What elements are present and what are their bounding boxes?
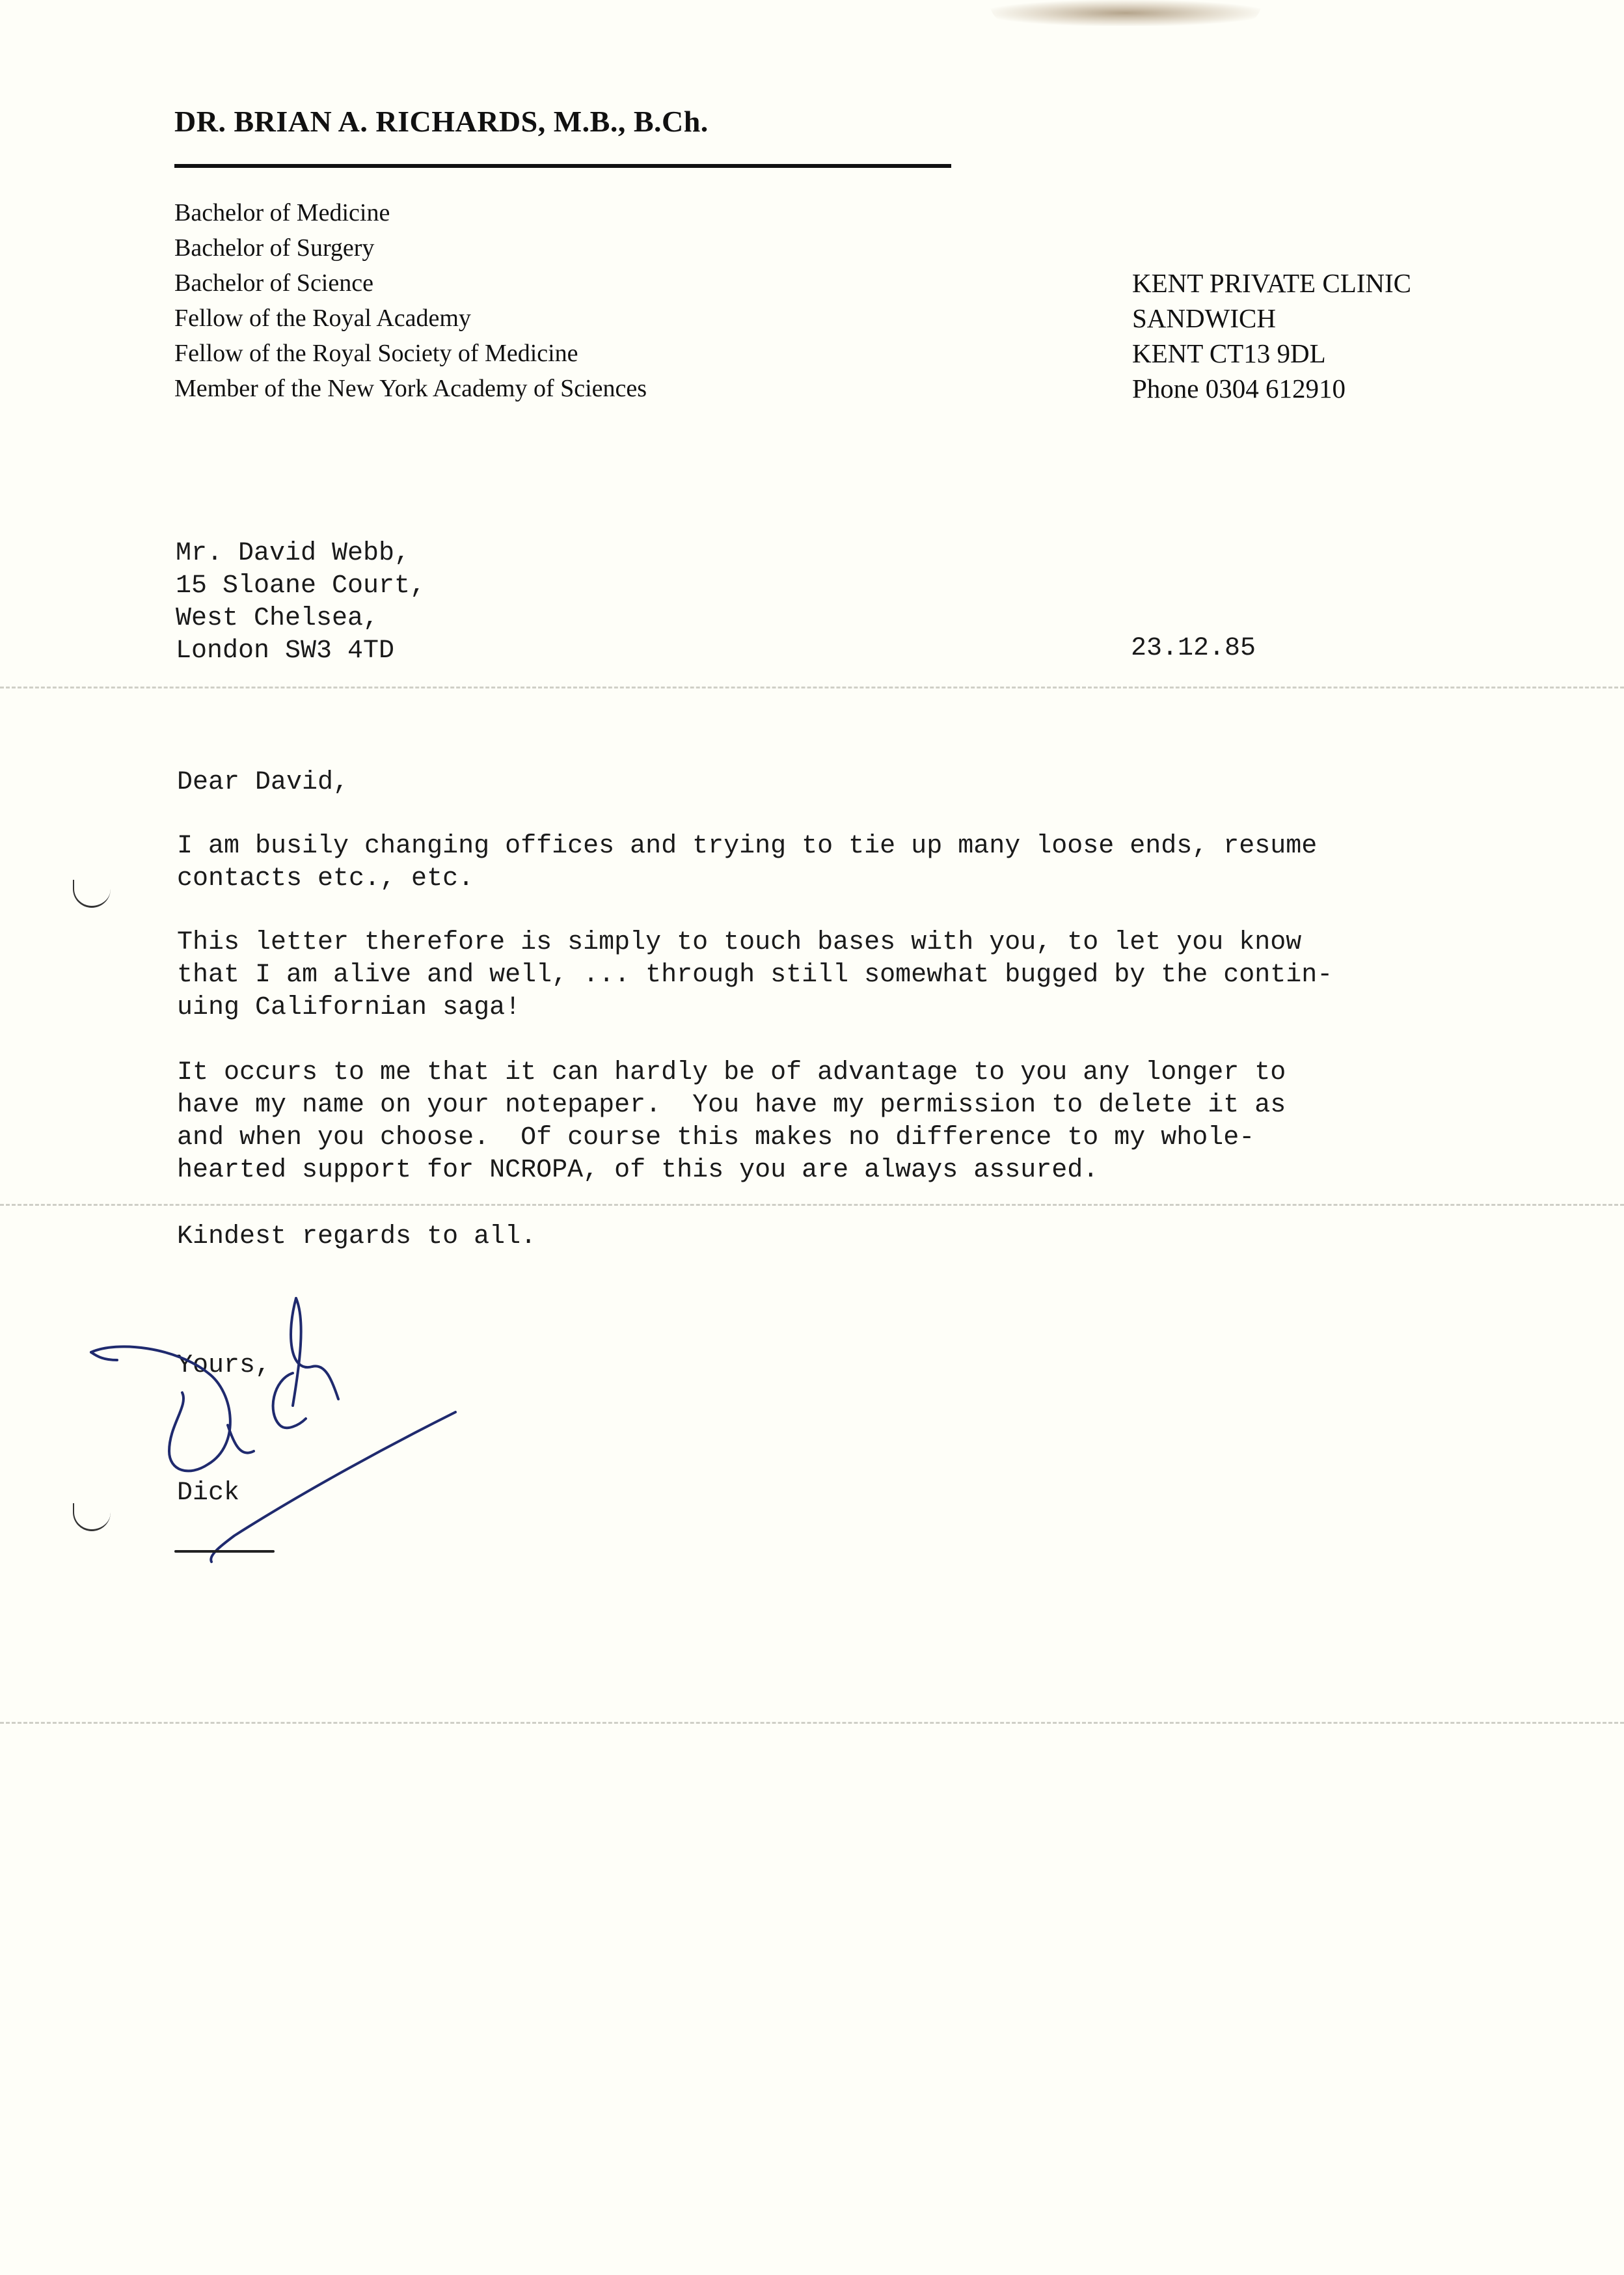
qualification-item: Member of the New York Academy of Sciences (174, 375, 647, 402)
handwritten-signature (78, 1295, 481, 1581)
fold-line (0, 1204, 1624, 1206)
recipient-line: London SW3 4TD (176, 636, 395, 666)
body-paragraph (177, 927, 1333, 1024)
body-line: I am busily changing offices and trying to tie up many loose ends, resume (177, 832, 1318, 861)
body-line: This letter therefore is simply to touch bases with you, to let you know (177, 928, 1302, 957)
qualification-item: Bachelor of Medicine (174, 199, 390, 226)
body-line: hearted support for NCROPA, of this you are always assured. (177, 1156, 1099, 1185)
clinic-address-line: KENT PRIVATE CLINIC (1132, 268, 1411, 298)
recipient-line: 15 Sloane Court, (176, 571, 426, 601)
body-paragraph (177, 830, 1317, 895)
letterhead-rule (174, 164, 951, 168)
clinic-phone: Phone 0304 612910 (1132, 374, 1346, 403)
sign-off: Yours, (177, 1351, 271, 1380)
body-line: and when you choose. Of course this makes no difference to my whole- (177, 1123, 1255, 1152)
body-paragraph (177, 1057, 1286, 1187)
letter-date: 23.12.85 (1131, 634, 1256, 663)
closing-line: Kindest regards to all. (177, 1222, 537, 1251)
qualification-item: Bachelor of Science (174, 269, 373, 297)
letterhead-name: DR. BRIAN A. RICHARDS, M.B., B.Ch. (174, 105, 709, 138)
body-line: have my name on your notepaper. You have my permission to delete it as (177, 1091, 1286, 1120)
body-line: It occurs to me that it can hardly be of advantage to you any longer to (177, 1058, 1286, 1087)
clinic-address-line: SANDWICH (1132, 303, 1276, 333)
typed-name: Dick (177, 1478, 240, 1508)
punch-hole-mark (73, 880, 111, 908)
recipient-line: West Chelsea, (176, 604, 379, 633)
paper-stain (989, 0, 1262, 26)
qualification-item: Fellow of the Royal Society of Medicine (174, 340, 578, 367)
body-line: that I am alive and well, ... through still somewhat bugged by the contin- (177, 960, 1333, 990)
fold-line (0, 1722, 1624, 1724)
qualifications-list (174, 195, 647, 406)
recipient-line: Mr. David Webb, (176, 539, 411, 568)
body-line: uing Californian saga! (177, 993, 521, 1022)
salutation: Dear David, (177, 768, 349, 797)
qualification-item: Fellow of the Royal Academy (174, 305, 471, 332)
qualification-item: Bachelor of Surgery (174, 234, 375, 262)
clinic-address (1132, 266, 1411, 406)
clinic-address-line: KENT CT13 9DL (1132, 338, 1326, 368)
body-line: contacts etc., etc. (177, 864, 474, 893)
fold-line (0, 687, 1624, 688)
recipient-address (176, 538, 426, 668)
